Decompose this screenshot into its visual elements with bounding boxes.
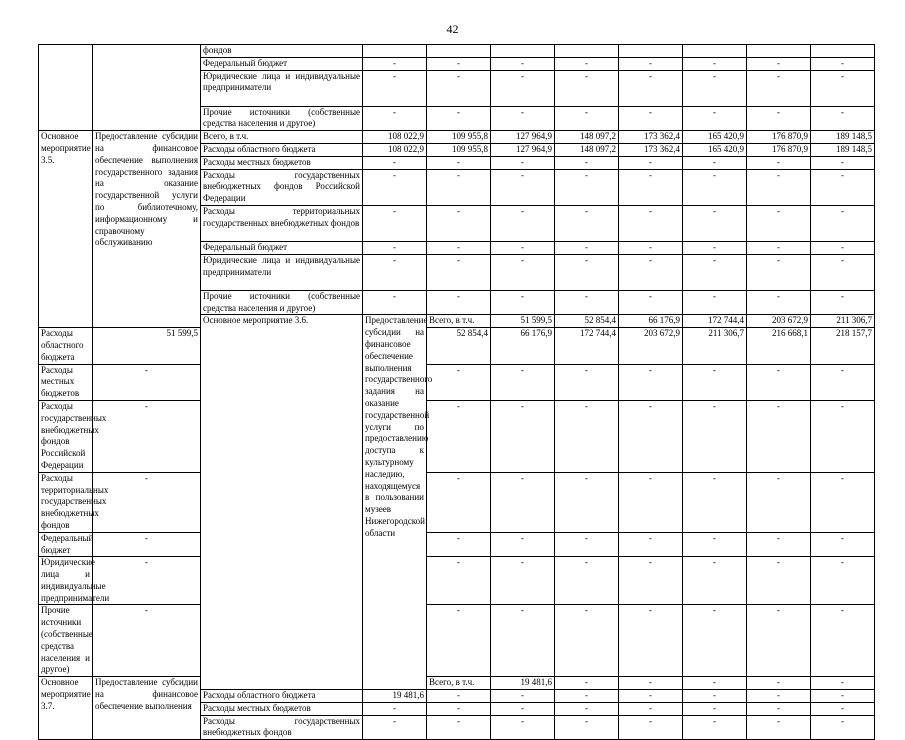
year-value-cell: 189 148,5 xyxy=(811,143,875,156)
event-name-cell: Основное мероприятие 3.6. xyxy=(201,315,363,690)
year-value-cell: - xyxy=(427,605,491,677)
year-value-cell: - xyxy=(619,472,683,532)
year-value-cell: - xyxy=(747,605,811,677)
page-number: 42 xyxy=(446,22,459,36)
year-value-cell: - xyxy=(491,702,555,715)
year-value-cell: - xyxy=(683,254,747,290)
year-value-cell: - xyxy=(683,106,747,131)
year-value-cell: 19 481,6 xyxy=(491,677,555,690)
year-value-cell: 176 870,9 xyxy=(747,143,811,156)
event-name-cell xyxy=(39,45,93,131)
year-value-cell: - xyxy=(683,557,747,605)
year-value-cell: - xyxy=(747,241,811,254)
table-row xyxy=(39,400,875,472)
year-value-cell: - xyxy=(619,532,683,557)
funding-source-cell: фондов xyxy=(201,45,363,58)
year-value-cell: - xyxy=(555,532,619,557)
event-name-cell: Основное мероприятие 3.7. xyxy=(39,677,93,740)
year-value-cell: - xyxy=(555,205,619,241)
year-value-cell: - xyxy=(93,472,201,532)
funding-source-cell: Юридические лица и индивидуальные предприниматели xyxy=(39,557,93,605)
table-row xyxy=(39,328,875,364)
year-value-cell: - xyxy=(747,677,811,690)
funding-source-cell: Всего, в т.ч. xyxy=(201,131,363,144)
year-value-cell: - xyxy=(619,677,683,690)
year-value-cell: - xyxy=(555,57,619,70)
year-value-cell: - xyxy=(683,677,747,690)
event-description-cell: Предоставление субсидии на финансовое обеспечение выполнения государственного задания на оказание государственной услуги по предоставлению доступа к культурному наследию, находящемуся в пользовании музеев Нижегородской области xyxy=(363,315,427,690)
table-row xyxy=(39,677,875,690)
year-value-cell: - xyxy=(427,557,491,605)
year-value-cell: 109 955,8 xyxy=(427,143,491,156)
year-value-cell: - xyxy=(619,57,683,70)
year-value-cell: - xyxy=(747,400,811,472)
funding-source-cell: Федеральный бюджет xyxy=(201,241,363,254)
year-value-cell: 108 022,9 xyxy=(363,143,427,156)
year-value-cell: - xyxy=(747,702,811,715)
year-value-cell: 66 176,9 xyxy=(491,328,555,364)
year-value-cell: - xyxy=(93,557,201,605)
year-value-cell: - xyxy=(491,364,555,400)
year-value-cell: - xyxy=(427,205,491,241)
year-value-cell: - xyxy=(683,156,747,169)
year-value-cell: - xyxy=(491,605,555,677)
year-value-cell: - xyxy=(555,106,619,131)
year-value-cell: - xyxy=(555,156,619,169)
year-value-cell: - xyxy=(555,715,619,740)
year-value-cell: - xyxy=(619,702,683,715)
year-value-cell xyxy=(427,45,491,58)
year-value-cell: - xyxy=(811,156,875,169)
year-value-cell: 211 306,7 xyxy=(683,328,747,364)
year-value-cell: - xyxy=(427,290,491,315)
event-description-cell: Предоставление субсидии на финансовое обеспечение выполнения xyxy=(93,677,201,740)
year-value-cell: - xyxy=(555,70,619,106)
year-value-cell: 165 420,9 xyxy=(683,131,747,144)
funding-source-cell: Всего, в т.ч. xyxy=(427,677,491,690)
year-value-cell: - xyxy=(491,70,555,106)
year-value-cell: - xyxy=(363,57,427,70)
year-value-cell: - xyxy=(683,57,747,70)
year-value-cell: - xyxy=(363,70,427,106)
year-value-cell: - xyxy=(811,605,875,677)
year-value-cell: - xyxy=(491,557,555,605)
year-value-cell: - xyxy=(811,400,875,472)
year-value-cell: - xyxy=(747,472,811,532)
year-value-cell: - xyxy=(491,690,555,703)
year-value-cell: - xyxy=(93,364,201,400)
year-value-cell: 176 870,9 xyxy=(747,131,811,144)
funding-source-cell: Федеральный бюджет xyxy=(39,532,93,557)
year-value-cell: - xyxy=(811,241,875,254)
year-value-cell: - xyxy=(555,690,619,703)
funding-source-cell: Расходы областного бюджета xyxy=(201,690,363,703)
year-value-cell: - xyxy=(427,715,491,740)
year-value-cell: - xyxy=(747,715,811,740)
year-value-cell: - xyxy=(683,70,747,106)
year-value-cell: - xyxy=(491,241,555,254)
year-value-cell: - xyxy=(427,702,491,715)
year-value-cell: - xyxy=(363,715,427,740)
funding-source-cell: Расходы территориальных государственных внебюджетных фондов xyxy=(39,472,93,532)
year-value-cell: - xyxy=(555,472,619,532)
year-value-cell: 52 854,4 xyxy=(427,328,491,364)
funding-source-cell: Юридические лица и индивидуальные предприниматели xyxy=(201,70,363,106)
year-value-cell: - xyxy=(93,605,201,677)
year-value-cell: 172 744,4 xyxy=(555,328,619,364)
year-value-cell: - xyxy=(683,205,747,241)
funding-source-cell: Прочие источники (собственные средства населения и другое) xyxy=(39,605,93,677)
year-value-cell: - xyxy=(491,205,555,241)
budget-table xyxy=(38,44,875,740)
year-value-cell: - xyxy=(619,364,683,400)
year-value-cell: - xyxy=(363,205,427,241)
year-value-cell: - xyxy=(427,156,491,169)
event-description-cell xyxy=(93,45,201,131)
year-value-cell: - xyxy=(683,472,747,532)
year-value-cell: - xyxy=(427,241,491,254)
year-value-cell: 52 854,4 xyxy=(555,315,619,328)
year-value-cell xyxy=(811,45,875,58)
funding-source-cell: Расходы территориальных государственных внебюджетных фондов xyxy=(201,205,363,241)
year-value-cell: - xyxy=(363,254,427,290)
year-value-cell: - xyxy=(683,702,747,715)
year-value-cell: - xyxy=(363,241,427,254)
year-value-cell: 211 306,7 xyxy=(811,315,875,328)
year-value-cell: - xyxy=(427,472,491,532)
year-value-cell: - xyxy=(555,557,619,605)
year-value-cell: 216 668,1 xyxy=(747,328,811,364)
year-value-cell: 218 157,7 xyxy=(811,328,875,364)
year-value-cell: - xyxy=(93,532,201,557)
year-value-cell: - xyxy=(811,290,875,315)
year-value-cell: - xyxy=(555,702,619,715)
year-value-cell: 203 672,9 xyxy=(747,315,811,328)
year-value-cell: - xyxy=(491,532,555,557)
year-value-cell: - xyxy=(683,364,747,400)
year-value-cell: 127 964,9 xyxy=(491,143,555,156)
year-value-cell: - xyxy=(747,557,811,605)
year-value-cell: - xyxy=(683,715,747,740)
event-name-cell: Основное мероприятие 3.5. xyxy=(39,131,93,328)
year-value-cell: - xyxy=(619,70,683,106)
year-value-cell: - xyxy=(811,57,875,70)
year-value-cell: - xyxy=(555,400,619,472)
year-value-cell: - xyxy=(747,205,811,241)
funding-source-cell: Расходы областного бюджета xyxy=(201,143,363,156)
year-value-cell xyxy=(555,45,619,58)
funding-source-cell: Расходы местных бюджетов xyxy=(201,702,363,715)
year-value-cell: 19 481,6 xyxy=(363,690,427,703)
year-value-cell: - xyxy=(363,106,427,131)
table-row xyxy=(39,532,875,557)
funding-source-cell: Расходы местных бюджетов xyxy=(39,364,93,400)
year-value-cell: - xyxy=(619,557,683,605)
year-value-cell xyxy=(683,45,747,58)
year-value-cell: - xyxy=(491,290,555,315)
year-value-cell: - xyxy=(619,690,683,703)
year-value-cell: - xyxy=(491,57,555,70)
year-value-cell: - xyxy=(619,290,683,315)
table-row xyxy=(39,557,875,605)
year-value-cell: - xyxy=(555,290,619,315)
year-value-cell xyxy=(491,45,555,58)
funding-source-cell: Расходы государственных внебюджетных фондов Российской Федерации xyxy=(39,400,93,472)
table-row xyxy=(39,605,875,677)
year-value-cell: 172 744,4 xyxy=(683,315,747,328)
funding-source-cell: Расходы государственных внебюджетных фондов xyxy=(201,715,363,740)
funding-source-cell: Расходы государственных внебюджетных фондов Российской Федерации xyxy=(201,169,363,205)
year-value-cell: 189 148,5 xyxy=(811,131,875,144)
year-value-cell: - xyxy=(747,690,811,703)
year-value-cell xyxy=(619,45,683,58)
year-value-cell: - xyxy=(427,400,491,472)
funding-source-cell: Расходы областного бюджета xyxy=(39,328,93,364)
year-value-cell: - xyxy=(427,70,491,106)
year-value-cell: - xyxy=(619,605,683,677)
year-value-cell: - xyxy=(619,715,683,740)
year-value-cell: - xyxy=(93,400,201,472)
year-value-cell: - xyxy=(683,169,747,205)
year-value-cell: - xyxy=(811,205,875,241)
year-value-cell: - xyxy=(363,156,427,169)
table-row xyxy=(39,472,875,532)
year-value-cell: - xyxy=(491,472,555,532)
funding-source-cell: Расходы местных бюджетов xyxy=(201,156,363,169)
year-value-cell: - xyxy=(747,290,811,315)
funding-source-cell: Юридические лица и индивидуальные предприниматели xyxy=(201,254,363,290)
year-value-cell: - xyxy=(747,70,811,106)
year-value-cell: - xyxy=(427,169,491,205)
year-value-cell: - xyxy=(363,169,427,205)
year-value-cell: - xyxy=(811,472,875,532)
year-value-cell: 51 599,5 xyxy=(93,328,201,364)
year-value-cell: - xyxy=(747,156,811,169)
year-value-cell: - xyxy=(811,532,875,557)
event-description-cell: Предоставление субсидии на финансовое обеспечение выполнения государственного задания на оказание государственной услуги по библиотечному, информационному и справочному обслуживанию xyxy=(93,131,201,328)
year-value-cell: - xyxy=(811,106,875,131)
funding-source-cell: Прочие источники (собственные средства населения и другое) xyxy=(201,106,363,131)
year-value-cell: 173 362,4 xyxy=(619,143,683,156)
year-value-cell: - xyxy=(683,605,747,677)
year-value-cell: - xyxy=(619,205,683,241)
table-row xyxy=(39,131,875,144)
table-row xyxy=(39,45,875,58)
year-value-cell: - xyxy=(811,557,875,605)
year-value-cell: 173 362,4 xyxy=(619,131,683,144)
funding-source-cell: Всего, в т.ч. xyxy=(427,315,491,328)
year-value-cell: - xyxy=(491,400,555,472)
year-value-cell: - xyxy=(619,400,683,472)
year-value-cell: - xyxy=(811,715,875,740)
year-value-cell: - xyxy=(747,254,811,290)
year-value-cell: - xyxy=(747,57,811,70)
year-value-cell: - xyxy=(427,106,491,131)
year-value-cell: - xyxy=(427,532,491,557)
year-value-cell xyxy=(363,45,427,58)
year-value-cell: 148 097,2 xyxy=(555,131,619,144)
year-value-cell: - xyxy=(747,169,811,205)
year-value-cell: 148 097,2 xyxy=(555,143,619,156)
year-value-cell: - xyxy=(427,57,491,70)
year-value-cell: - xyxy=(747,532,811,557)
year-value-cell: - xyxy=(747,106,811,131)
year-value-cell: - xyxy=(811,254,875,290)
year-value-cell xyxy=(747,45,811,58)
year-value-cell: - xyxy=(427,690,491,703)
year-value-cell: - xyxy=(555,677,619,690)
year-value-cell: - xyxy=(555,254,619,290)
year-value-cell: - xyxy=(619,254,683,290)
funding-source-cell: Федеральный бюджет xyxy=(201,57,363,70)
year-value-cell: - xyxy=(427,364,491,400)
year-value-cell: - xyxy=(491,169,555,205)
year-value-cell: - xyxy=(491,254,555,290)
year-value-cell: - xyxy=(491,715,555,740)
year-value-cell: - xyxy=(555,364,619,400)
year-value-cell: - xyxy=(619,241,683,254)
year-value-cell: - xyxy=(619,106,683,131)
year-value-cell: - xyxy=(363,702,427,715)
table-row xyxy=(39,364,875,400)
year-value-cell: - xyxy=(619,169,683,205)
year-value-cell: - xyxy=(619,156,683,169)
year-value-cell: - xyxy=(491,106,555,131)
year-value-cell: 66 176,9 xyxy=(619,315,683,328)
year-value-cell: 203 672,9 xyxy=(619,328,683,364)
year-value-cell: - xyxy=(491,156,555,169)
year-value-cell: - xyxy=(811,169,875,205)
funding-source-cell: Прочие источники (собственные средства населения и другое) xyxy=(201,290,363,315)
year-value-cell: - xyxy=(811,702,875,715)
year-value-cell: - xyxy=(683,290,747,315)
year-value-cell: 127 964,9 xyxy=(491,131,555,144)
year-value-cell: 109 955,8 xyxy=(427,131,491,144)
year-value-cell: - xyxy=(555,169,619,205)
year-value-cell: 108 022,9 xyxy=(363,131,427,144)
year-value-cell: - xyxy=(683,241,747,254)
year-value-cell: - xyxy=(427,254,491,290)
year-value-cell: - xyxy=(363,290,427,315)
year-value-cell: 165 420,9 xyxy=(683,143,747,156)
year-value-cell: 51 599,5 xyxy=(491,315,555,328)
year-value-cell: - xyxy=(811,364,875,400)
year-value-cell: - xyxy=(747,364,811,400)
year-value-cell: - xyxy=(555,241,619,254)
year-value-cell: - xyxy=(683,400,747,472)
year-value-cell: - xyxy=(683,532,747,557)
year-value-cell: - xyxy=(555,605,619,677)
year-value-cell: - xyxy=(811,677,875,690)
year-value-cell: - xyxy=(811,70,875,106)
year-value-cell: - xyxy=(811,690,875,703)
year-value-cell: - xyxy=(683,690,747,703)
